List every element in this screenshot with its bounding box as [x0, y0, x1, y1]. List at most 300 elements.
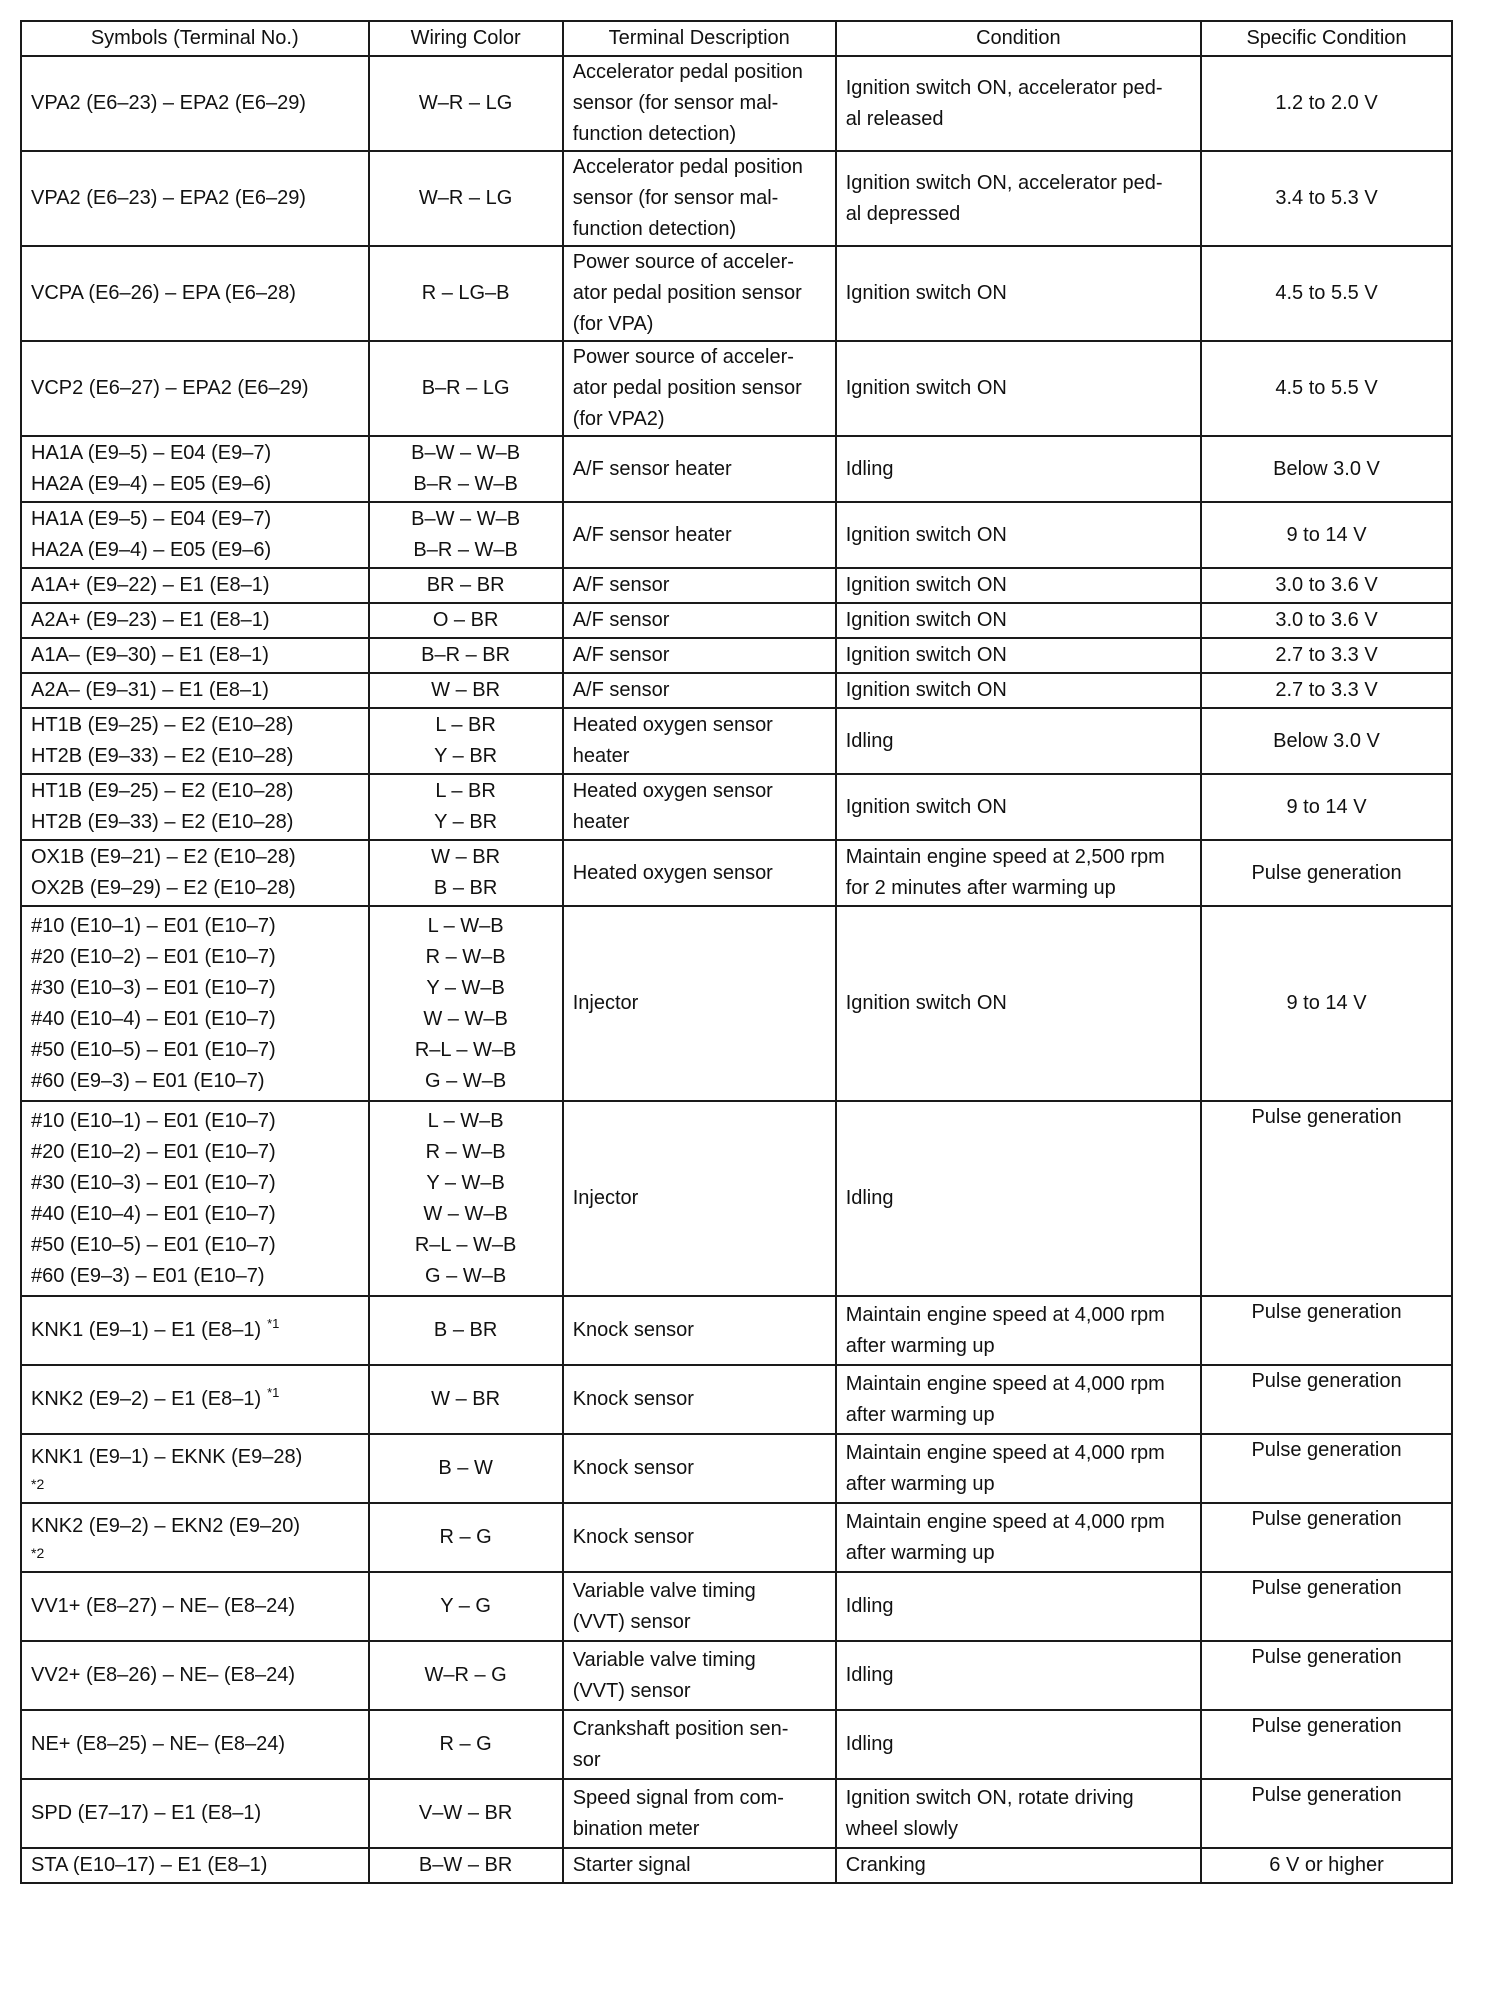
- specific-condition-cell: [1201, 1296, 1452, 1365]
- specific-condition-cell: [1201, 1101, 1452, 1296]
- cell-line: R – W–B: [425, 945, 506, 968]
- terminal-description-cell: [563, 1365, 836, 1434]
- terminal-symbols-cell: [21, 1503, 369, 1572]
- cell-line: W – W–B: [423, 1202, 508, 1225]
- terminal-description-cell: [563, 246, 836, 341]
- header-condition: Condition: [836, 21, 1201, 56]
- cell-line: A2A+ (E9–23) – E1 (E8–1): [31, 609, 270, 631]
- cell-line: KNK1 (E9–1) – EKNK (E9–28): [31, 1446, 303, 1468]
- terminal-symbols-cell: [21, 1365, 369, 1434]
- cell-line: R – G: [439, 1526, 492, 1548]
- wiring-color-cell: [369, 1503, 563, 1572]
- cell-line: HA2A (E9–4) – E05 (E9–6): [31, 473, 272, 495]
- table-row: [21, 603, 1452, 638]
- cell-line: VCP2 (E6–27) – EPA2 (E6–29): [31, 377, 309, 399]
- cell-line: Ignition switch ON, accelerator ped-: [845, 171, 1163, 194]
- terminal-description-cell: [563, 840, 836, 906]
- cell-line: Ignition switch ON: [845, 574, 1007, 596]
- table-row: [21, 151, 1452, 246]
- wiring-color-cell: [369, 1365, 563, 1434]
- cell-line: VCPA (E6–26) – EPA (E6–28): [31, 282, 296, 304]
- cell-line: KNK1 (E9–1) – E1 (E8–1): [31, 1319, 262, 1341]
- cell-line: L – W–B: [427, 1109, 504, 1132]
- condition-cell: [836, 1503, 1201, 1572]
- cell-line: (VVT) sensor: [572, 1679, 691, 1702]
- wiring-color-cell: [369, 906, 563, 1101]
- cell-line: Ignition switch ON: [845, 282, 1007, 304]
- cell-line: after warming up: [845, 1472, 995, 1495]
- cell-line: Ignition switch ON: [845, 679, 1007, 701]
- specific-condition-cell: [1201, 502, 1452, 568]
- terminal-symbols-cell: [21, 708, 369, 774]
- cell-line: (VVT) sensor: [572, 1610, 691, 1633]
- wiring-color-cell: [369, 1434, 563, 1503]
- terminal-description-cell: [563, 1101, 836, 1296]
- footnote-marker: *1: [267, 1385, 280, 1400]
- terminal-symbols-cell: [21, 840, 369, 906]
- cell-line: Power source of acceler-: [572, 346, 794, 368]
- cell-line: Pulse generation: [1251, 1784, 1402, 1806]
- cell-line: Knock sensor: [572, 1457, 694, 1479]
- wiring-color-cell: [369, 436, 563, 502]
- cell-line: Variable valve timing: [572, 1579, 756, 1602]
- wiring-color-cell: [369, 502, 563, 568]
- table-row: [21, 840, 1452, 906]
- cell-line: Pulse generation: [1251, 1577, 1402, 1599]
- cell-line: HA1A (E9–5) – E04 (E9–7): [31, 508, 272, 530]
- condition-cell: [836, 341, 1201, 436]
- specific-condition-cell: [1201, 840, 1452, 906]
- header-wiring-color: Wiring Color: [369, 21, 563, 56]
- terminal-symbols-cell: [21, 906, 369, 1101]
- cell-line: sor: [572, 1748, 601, 1771]
- terminal-symbols-cell: [21, 1779, 369, 1848]
- footnote-marker: *2: [31, 1476, 45, 1492]
- table-row: [21, 1572, 1452, 1641]
- condition-cell: [836, 1365, 1201, 1434]
- cell-line: bination meter: [572, 1817, 700, 1840]
- cell-line: 9 to 14 V: [1286, 795, 1367, 818]
- table-row: [21, 638, 1452, 673]
- terminal-symbols-cell: [21, 436, 369, 502]
- cell-line: Knock sensor: [572, 1526, 694, 1548]
- cell-line: Maintain engine speed at 4,000 rpm: [845, 1441, 1165, 1464]
- wiring-color-cell: [369, 1710, 563, 1779]
- header-terminal-description: Terminal Description: [563, 21, 836, 56]
- condition-cell: [836, 638, 1201, 673]
- specific-condition-cell: [1201, 1779, 1452, 1848]
- terminal-description-cell: [563, 906, 836, 1101]
- terminal-symbols-cell: [21, 673, 369, 708]
- cell-line: W – BR: [431, 679, 501, 701]
- condition-cell: [836, 1710, 1201, 1779]
- cell-line: HT2B (E9–33) – E2 (E10–28): [31, 811, 294, 833]
- cell-line: Knock sensor: [572, 1388, 694, 1410]
- header-specific-condition: Specific Condition: [1201, 21, 1452, 56]
- cell-line: OX2B (E9–29) – E2 (E10–28): [31, 877, 296, 899]
- table-row: [21, 673, 1452, 708]
- cell-line: ator pedal position sensor: [572, 282, 802, 304]
- cell-line: al depressed: [845, 202, 961, 225]
- cell-line: B–R – LG: [421, 377, 510, 399]
- cell-line: VV1+ (E8–27) – NE– (E8–24): [31, 1595, 296, 1617]
- cell-line: KNK2 (E9–2) – EKN2 (E9–20): [31, 1515, 301, 1537]
- cell-line: R – W–B: [425, 1140, 506, 1163]
- cell-line: A/F sensor: [572, 609, 670, 631]
- cell-line: Idling: [845, 1187, 894, 1209]
- wiring-color-cell: [369, 56, 563, 151]
- terminal-description-cell: [563, 436, 836, 502]
- condition-cell: [836, 436, 1201, 502]
- cell-line: Y – BR: [434, 811, 498, 833]
- wiring-color-cell: [369, 1641, 563, 1710]
- table-row: [21, 708, 1452, 774]
- cell-line: Idling: [845, 1664, 894, 1686]
- terminal-description-cell: [563, 708, 836, 774]
- cell-line: Below 3.0 V: [1273, 729, 1380, 752]
- cell-line: #50 (E10–5) – E01 (E10–7): [31, 1233, 276, 1256]
- cell-line: HA2A (E9–4) – E05 (E9–6): [31, 539, 272, 561]
- cell-line: Pulse generation: [1251, 1439, 1402, 1461]
- cell-line: Below 3.0 V: [1273, 457, 1380, 480]
- cell-line: Cranking: [845, 1854, 926, 1876]
- cell-line: Ignition switch ON, rotate driving: [845, 1786, 1134, 1809]
- cell-line: VPA2 (E6–23) – EPA2 (E6–29): [31, 92, 306, 114]
- cell-line: #10 (E10–1) – E01 (E10–7): [31, 914, 276, 937]
- cell-line: Pulse generation: [1251, 1106, 1402, 1128]
- cell-line: NE+ (E8–25) – NE– (E8–24): [31, 1733, 286, 1755]
- cell-line: Injector: [572, 1187, 639, 1209]
- specific-condition-cell: [1201, 708, 1452, 774]
- cell-line: Power source of acceler-: [572, 251, 794, 273]
- specific-condition-cell: [1201, 1572, 1452, 1641]
- cell-line: after warming up: [845, 1403, 995, 1426]
- terminal-symbols-cell: [21, 774, 369, 840]
- cell-line: VV2+ (E8–26) – NE– (E8–24): [31, 1664, 296, 1686]
- wiring-color-cell: [369, 1848, 563, 1883]
- cell-line: Speed signal from com-: [572, 1786, 784, 1809]
- specific-condition-cell: [1201, 246, 1452, 341]
- cell-line: #30 (E10–3) – E01 (E10–7): [31, 1171, 276, 1194]
- cell-line: W – BR: [431, 846, 501, 868]
- condition-cell: [836, 906, 1201, 1101]
- terminal-description-cell: [563, 502, 836, 568]
- cell-line: Y – G: [440, 1595, 491, 1617]
- cell-line: Pulse generation: [1251, 1301, 1402, 1323]
- terminal-inspection-table: [20, 20, 1453, 1884]
- cell-line: Pulse generation: [1251, 1646, 1402, 1668]
- terminal-description-cell: [563, 1503, 836, 1572]
- specific-condition-cell: [1201, 436, 1452, 502]
- table-row: [21, 1848, 1452, 1883]
- cell-line: #50 (E10–5) – E01 (E10–7): [31, 1038, 276, 1061]
- specific-condition-cell: [1201, 56, 1452, 151]
- wiring-color-cell: [369, 246, 563, 341]
- terminal-symbols-cell: [21, 56, 369, 151]
- condition-cell: [836, 774, 1201, 840]
- table-row: [21, 1101, 1452, 1296]
- table-row: [21, 1365, 1452, 1434]
- specific-condition-cell: [1201, 638, 1452, 673]
- specific-condition-cell: [1201, 1641, 1452, 1710]
- cell-line: Idling: [845, 1595, 894, 1617]
- cell-line: Knock sensor: [572, 1319, 694, 1341]
- cell-line: HT1B (E9–25) – E2 (E10–28): [31, 714, 294, 736]
- cell-line: A/F sensor heater: [572, 523, 732, 546]
- specific-condition-cell: [1201, 1848, 1452, 1883]
- cell-line: heater: [572, 745, 630, 767]
- cell-line: Starter signal: [572, 1854, 691, 1876]
- terminal-symbols-cell: [21, 151, 369, 246]
- table-row: [21, 1434, 1452, 1503]
- cell-line: B–W – BR: [418, 1854, 513, 1876]
- condition-cell: [836, 1572, 1201, 1641]
- cell-line: L – BR: [435, 780, 496, 802]
- terminal-symbols-cell: [21, 502, 369, 568]
- specific-condition-cell: [1201, 1434, 1452, 1503]
- cell-line: B–R – W–B: [413, 539, 518, 561]
- table-row: [21, 341, 1452, 436]
- terminal-symbols-cell: [21, 246, 369, 341]
- terminal-description-cell: [563, 341, 836, 436]
- cell-line: Heated oxygen sensor: [572, 780, 773, 802]
- cell-line: wheel slowly: [845, 1817, 958, 1840]
- cell-line: Heated oxygen sensor: [572, 714, 773, 736]
- terminal-symbols-cell: [21, 341, 369, 436]
- cell-line: #60 (E9–3) – E01 (E10–7): [31, 1264, 265, 1287]
- specific-condition-cell: [1201, 603, 1452, 638]
- table-row: [21, 1503, 1452, 1572]
- cell-line: sensor (for sensor mal-: [572, 92, 779, 114]
- condition-cell: [836, 1641, 1201, 1710]
- table-body: [21, 56, 1452, 1883]
- cell-line: heater: [572, 811, 630, 833]
- cell-line: W–R – LG: [418, 92, 513, 114]
- cell-line: #20 (E10–2) – E01 (E10–7): [31, 945, 276, 968]
- cell-line: Ignition switch ON: [845, 523, 1007, 546]
- wiring-color-cell: [369, 151, 563, 246]
- terminal-description-cell: [563, 1641, 836, 1710]
- cell-line: B – BR: [433, 1319, 498, 1341]
- cell-line: Pulse generation: [1251, 1508, 1402, 1530]
- terminal-symbols-cell: [21, 638, 369, 673]
- condition-cell: [836, 840, 1201, 906]
- cell-line: Heated oxygen sensor: [572, 861, 773, 884]
- cell-line: sensor (for sensor mal-: [572, 187, 779, 209]
- terminal-description-cell: [563, 1710, 836, 1779]
- cell-line: HT1B (E9–25) – E2 (E10–28): [31, 780, 294, 802]
- terminal-description-cell: [563, 603, 836, 638]
- cell-line: Idling: [845, 457, 894, 480]
- terminal-description-cell: [563, 568, 836, 603]
- cell-line: Ignition switch ON: [845, 644, 1007, 666]
- cell-line: A1A+ (E9–22) – E1 (E8–1): [31, 574, 270, 596]
- terminal-symbols-cell: [21, 1710, 369, 1779]
- cell-line: G – W–B: [425, 1264, 507, 1287]
- cell-line: A2A– (E9–31) – E1 (E8–1): [31, 679, 269, 701]
- specific-condition-cell: [1201, 774, 1452, 840]
- cell-line: SPD (E7–17) – E1 (E8–1): [31, 1802, 262, 1824]
- specific-condition-cell: [1201, 1503, 1452, 1572]
- specific-condition-cell: [1201, 1710, 1452, 1779]
- cell-line: Pulse generation: [1251, 861, 1402, 884]
- footnote-marker: *1: [267, 1316, 280, 1331]
- cell-line: 4.5 to 5.5 V: [1275, 282, 1378, 304]
- cell-line: 9 to 14 V: [1286, 992, 1367, 1014]
- cell-line: Pulse generation: [1251, 1715, 1402, 1737]
- cell-line: 3.0 to 3.6 V: [1275, 574, 1378, 596]
- table-row: [21, 568, 1452, 603]
- wiring-color-cell: [369, 1779, 563, 1848]
- cell-line: Ignition switch ON: [845, 609, 1007, 631]
- cell-line: function detection): [572, 123, 737, 145]
- cell-line: W – W–B: [423, 1007, 508, 1030]
- condition-cell: [836, 502, 1201, 568]
- terminal-description-cell: [563, 1779, 836, 1848]
- cell-line: (for VPA): [572, 313, 654, 335]
- cell-line: G – W–B: [425, 1069, 507, 1092]
- cell-line: for 2 minutes after warming up: [845, 877, 1116, 899]
- cell-line: #10 (E10–1) – E01 (E10–7): [31, 1109, 276, 1132]
- terminal-symbols-cell: [21, 1641, 369, 1710]
- condition-cell: [836, 1434, 1201, 1503]
- cell-line: after warming up: [845, 1334, 995, 1357]
- cell-line: 3.0 to 3.6 V: [1275, 609, 1378, 631]
- specific-condition-cell: [1201, 906, 1452, 1101]
- condition-cell: [836, 151, 1201, 246]
- cell-line: B – BR: [433, 877, 498, 899]
- condition-cell: [836, 1296, 1201, 1365]
- cell-line: #30 (E10–3) – E01 (E10–7): [31, 976, 276, 999]
- cell-line: W–R – G: [424, 1664, 507, 1686]
- cell-line: A/F sensor heater: [572, 457, 732, 480]
- cell-line: HT2B (E9–33) – E2 (E10–28): [31, 745, 294, 767]
- cell-line: 2.7 to 3.3 V: [1275, 679, 1378, 701]
- specific-condition-cell: [1201, 568, 1452, 603]
- specific-condition-cell: [1201, 341, 1452, 436]
- terminal-symbols-cell: [21, 1572, 369, 1641]
- cell-line: Maintain engine speed at 4,000 rpm: [845, 1510, 1165, 1533]
- cell-line: Maintain engine speed at 2,500 rpm: [845, 846, 1165, 868]
- cell-line: W – BR: [431, 1388, 501, 1410]
- cell-line: #40 (E10–4) – E01 (E10–7): [31, 1007, 276, 1030]
- cell-line: B – W: [438, 1457, 493, 1479]
- cell-line: L – BR: [435, 714, 496, 736]
- cell-line: Maintain engine speed at 4,000 rpm: [845, 1303, 1165, 1326]
- wiring-color-cell: [369, 603, 563, 638]
- cell-line: al released: [845, 107, 944, 130]
- cell-line: 3.4 to 5.3 V: [1275, 187, 1378, 209]
- cell-line: Variable valve timing: [572, 1648, 756, 1671]
- wiring-color-cell: [369, 673, 563, 708]
- terminal-description-cell: [563, 673, 836, 708]
- wiring-color-cell: [369, 1296, 563, 1365]
- cell-line: 4.5 to 5.5 V: [1275, 377, 1378, 399]
- condition-cell: [836, 1779, 1201, 1848]
- terminal-symbols-cell: [21, 1101, 369, 1296]
- terminal-symbols-cell: [21, 568, 369, 603]
- cell-line: B–W – W–B: [411, 442, 521, 464]
- table-row: [21, 1296, 1452, 1365]
- wiring-color-cell: [369, 341, 563, 436]
- table-row: [21, 1710, 1452, 1779]
- terminal-description-cell: [563, 1434, 836, 1503]
- cell-line: 9 to 14 V: [1286, 523, 1367, 546]
- cell-line: Ignition switch ON: [845, 992, 1007, 1014]
- terminal-description-cell: [563, 774, 836, 840]
- table-row: [21, 56, 1452, 151]
- cell-line: W–R – LG: [418, 187, 513, 209]
- cell-line: Injector: [572, 992, 639, 1014]
- condition-cell: [836, 708, 1201, 774]
- specific-condition-cell: [1201, 1365, 1452, 1434]
- specific-condition-cell: [1201, 673, 1452, 708]
- cell-line: KNK2 (E9–2) – E1 (E8–1): [31, 1388, 262, 1410]
- cell-line: V–W – BR: [418, 1802, 513, 1824]
- table-row: [21, 436, 1452, 502]
- wiring-color-cell: [369, 638, 563, 673]
- cell-line: B–R – W–B: [413, 473, 518, 495]
- terminal-description-cell: [563, 56, 836, 151]
- table-row: [21, 906, 1452, 1101]
- cell-line: R–L – W–B: [414, 1038, 517, 1061]
- terminal-description-cell: [563, 1296, 836, 1365]
- cell-line: R–L – W–B: [414, 1233, 517, 1256]
- cell-line: Ignition switch ON: [845, 377, 1007, 399]
- cell-line: 6 V or higher: [1269, 1854, 1384, 1876]
- wiring-inspection-sheet: [20, 20, 1453, 1884]
- table-row: [21, 1641, 1452, 1710]
- cell-line: #40 (E10–4) – E01 (E10–7): [31, 1202, 276, 1225]
- cell-line: Y – W–B: [426, 976, 505, 999]
- specific-condition-cell: [1201, 151, 1452, 246]
- header-symbols: Symbols (Terminal No.): [21, 21, 369, 56]
- cell-line: STA (E10–17) – E1 (E8–1): [31, 1854, 268, 1876]
- wiring-color-cell: [369, 1572, 563, 1641]
- cell-line: function detection): [572, 218, 737, 240]
- wiring-color-cell: [369, 568, 563, 603]
- condition-cell: [836, 673, 1201, 708]
- table-row: [21, 1779, 1452, 1848]
- cell-line: Ignition switch ON, accelerator ped-: [845, 76, 1163, 99]
- wiring-color-cell: [369, 840, 563, 906]
- cell-line: HA1A (E9–5) – E04 (E9–7): [31, 442, 272, 464]
- cell-line: Maintain engine speed at 4,000 rpm: [845, 1372, 1165, 1395]
- cell-line: A/F sensor: [572, 574, 670, 596]
- cell-line: B–W – W–B: [411, 508, 521, 530]
- cell-line: after warming up: [845, 1541, 995, 1564]
- cell-line: R – G: [439, 1733, 492, 1755]
- cell-line: A/F sensor: [572, 679, 670, 701]
- terminal-symbols-cell: [21, 1848, 369, 1883]
- terminal-description-cell: [563, 638, 836, 673]
- cell-line: #60 (E9–3) – E01 (E10–7): [31, 1069, 265, 1092]
- cell-line: Accelerator pedal position: [572, 61, 803, 83]
- table-row: [21, 246, 1452, 341]
- table-row: [21, 774, 1452, 840]
- cell-line: Crankshaft position sen-: [572, 1717, 789, 1740]
- cell-line: Y – BR: [434, 745, 498, 767]
- cell-line: OX1B (E9–21) – E2 (E10–28): [31, 846, 296, 868]
- condition-cell: [836, 568, 1201, 603]
- footnote-marker: *2: [31, 1545, 45, 1561]
- condition-cell: [836, 1101, 1201, 1296]
- cell-line: Idling: [845, 1733, 894, 1755]
- cell-line: Y – W–B: [426, 1171, 505, 1194]
- cell-line: Accelerator pedal position: [572, 156, 803, 178]
- header-row: [21, 21, 1452, 56]
- wiring-color-cell: [369, 1101, 563, 1296]
